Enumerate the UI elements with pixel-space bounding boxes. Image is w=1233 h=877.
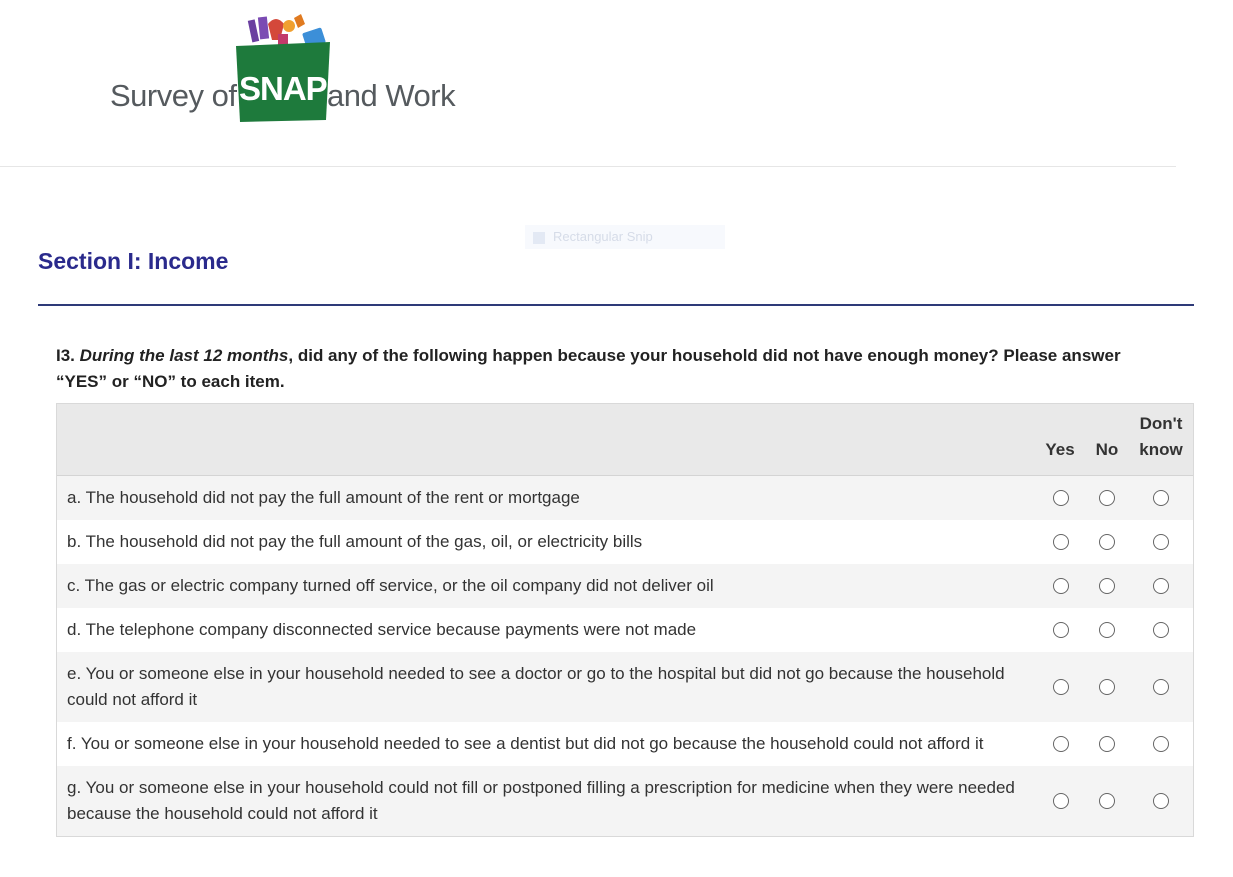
radio-dont-know[interactable] (1153, 622, 1169, 638)
section-title: Section I: Income (38, 248, 229, 274)
radio-yes[interactable] (1053, 736, 1069, 752)
column-header-dont-know-line2: know (1139, 440, 1183, 459)
radio-yes[interactable] (1053, 534, 1069, 550)
row-label: e. You or someone else in your household needed to see a doctor or go to the hospital but did not go because the household could not afford it (67, 664, 1005, 709)
row-label: d. The telephone company disconnected service because payments were not made (67, 620, 697, 639)
scissors-icon (533, 232, 545, 244)
logo-text-left: Survey of (110, 78, 237, 113)
column-header-no-label: No (1095, 440, 1119, 459)
page-header (0, 0, 1176, 167)
column-header-dont-know (1133, 411, 1189, 463)
grid-row-a (57, 476, 1193, 520)
row-label: a. The household did not pay the full amount of the rent or mortgage (67, 488, 580, 507)
radio-no[interactable] (1099, 736, 1115, 752)
column-header-yes-label: Yes (1045, 440, 1075, 459)
grid-row-d (57, 608, 1193, 652)
radio-yes[interactable] (1053, 490, 1069, 506)
question-emphasis: During the last 12 months (79, 346, 289, 365)
grid-header (57, 404, 1193, 476)
grid-row-c (57, 564, 1193, 608)
grid-row-b (57, 520, 1193, 564)
grid-row-g (57, 766, 1193, 836)
snip-label: Rectangular Snip (553, 229, 653, 244)
grid-row-e (57, 652, 1193, 722)
radio-no[interactable] (1099, 490, 1115, 506)
radio-dont-know[interactable] (1153, 490, 1169, 506)
section-divider (38, 304, 1194, 306)
answer-grid (56, 403, 1194, 837)
radio-no[interactable] (1099, 578, 1115, 594)
row-label: f. You or someone else in your household needed to see a dentist but did not go because the household could not afford it (67, 734, 984, 753)
radio-yes[interactable] (1053, 793, 1069, 809)
radio-dont-know[interactable] (1153, 578, 1169, 594)
radio-no[interactable] (1099, 534, 1115, 550)
radio-dont-know[interactable] (1153, 793, 1169, 809)
column-header-no (1091, 437, 1123, 463)
question-text (56, 343, 1176, 395)
radio-dont-know[interactable] (1153, 736, 1169, 752)
radio-yes[interactable] (1053, 679, 1069, 695)
radio-dont-know[interactable] (1153, 534, 1169, 550)
radio-no[interactable] (1099, 793, 1115, 809)
radio-yes[interactable] (1053, 578, 1069, 594)
question-body: , did any of the following happen because your household did not have enough money? Please answer “YES” or “NO” to each item. (56, 346, 1121, 391)
column-header-yes (1041, 437, 1079, 463)
radio-no[interactable] (1099, 622, 1115, 638)
column-header-dont-know-line1: Don't (1139, 414, 1183, 433)
radio-dont-know[interactable] (1153, 679, 1169, 695)
question-number: I3. (56, 346, 75, 365)
row-label: g. You or someone else in your household could not fill or postponed filling a prescription for medicine when they were needed because the household could not afford it (67, 778, 1015, 823)
row-label: c. The gas or electric company turned off service, or the oil company did not deliver oil (67, 576, 714, 595)
grid-row-f (57, 722, 1193, 766)
radio-yes[interactable] (1053, 622, 1069, 638)
survey-logo (108, 12, 468, 127)
radio-no[interactable] (1099, 679, 1115, 695)
row-label: b. The household did not pay the full amount of the gas, oil, or electricity bills (67, 532, 643, 551)
logo-brand-word: SNAP (239, 70, 327, 107)
snip-toolbar[interactable] (525, 225, 725, 249)
logo-text-right: and Work (327, 78, 456, 113)
